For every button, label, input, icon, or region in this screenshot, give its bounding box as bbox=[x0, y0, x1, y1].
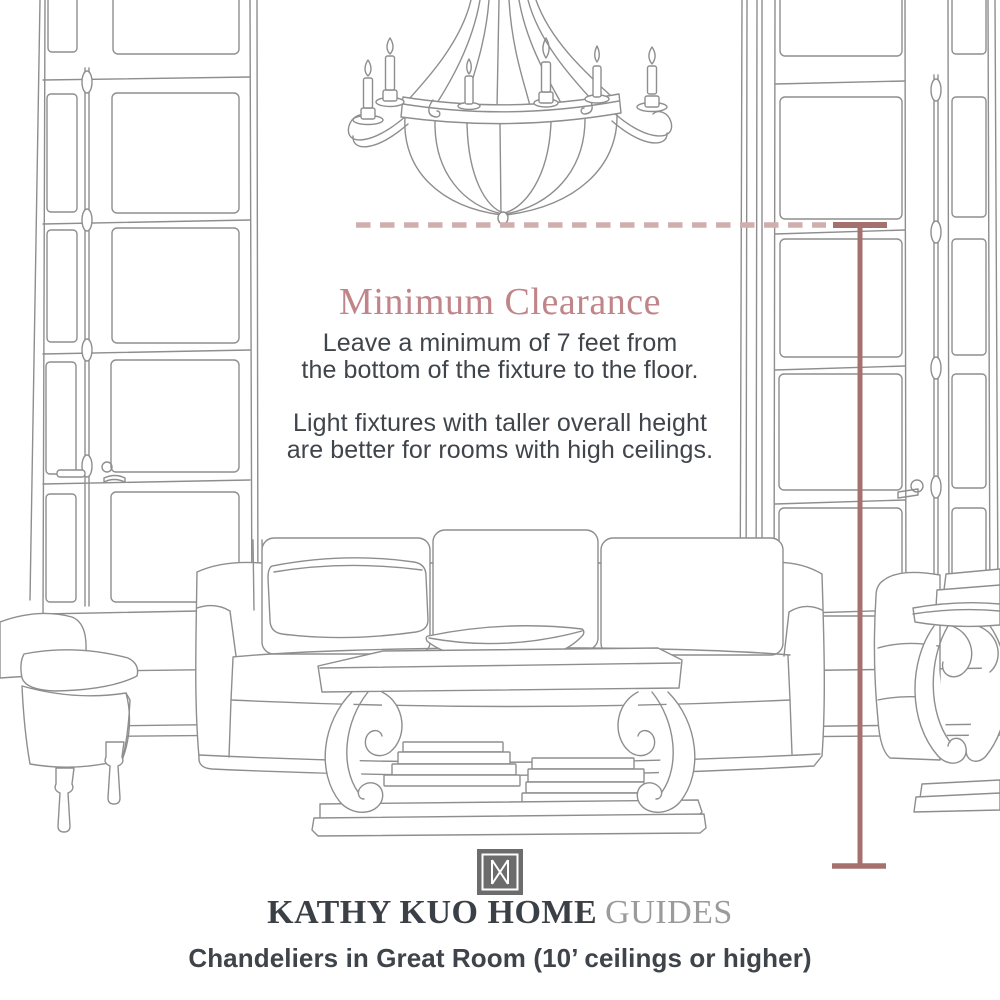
brand-wordmark bbox=[0, 894, 1000, 932]
clearance-body-line2: the bottom of the fixture to the floor. bbox=[301, 356, 699, 384]
kathy-kuo-home-logo bbox=[477, 849, 523, 895]
armchair-illustration bbox=[0, 613, 138, 832]
chandelier-illustration bbox=[348, 0, 671, 224]
brand-name: KATHY KUO HOME bbox=[267, 894, 598, 931]
clearance-body-line4: are better for rooms with high ceilings. bbox=[286, 436, 714, 464]
kk-monogram-icon bbox=[477, 849, 523, 895]
clearance-title: Minimum Clearance bbox=[339, 281, 661, 323]
clearance-body-line1: Leave a minimum of 7 feet from bbox=[322, 329, 678, 357]
back-cushion bbox=[601, 538, 783, 655]
throw-pillow-illustration bbox=[268, 558, 428, 638]
clearance-body-line3: Light fixtures with taller overall height bbox=[292, 409, 708, 437]
side-table-illustration bbox=[874, 569, 1000, 812]
brand-suffix: GUIDES bbox=[605, 894, 733, 931]
infographic-caption: Chandeliers in Great Room (10’ ceilings or higher) bbox=[188, 943, 812, 973]
